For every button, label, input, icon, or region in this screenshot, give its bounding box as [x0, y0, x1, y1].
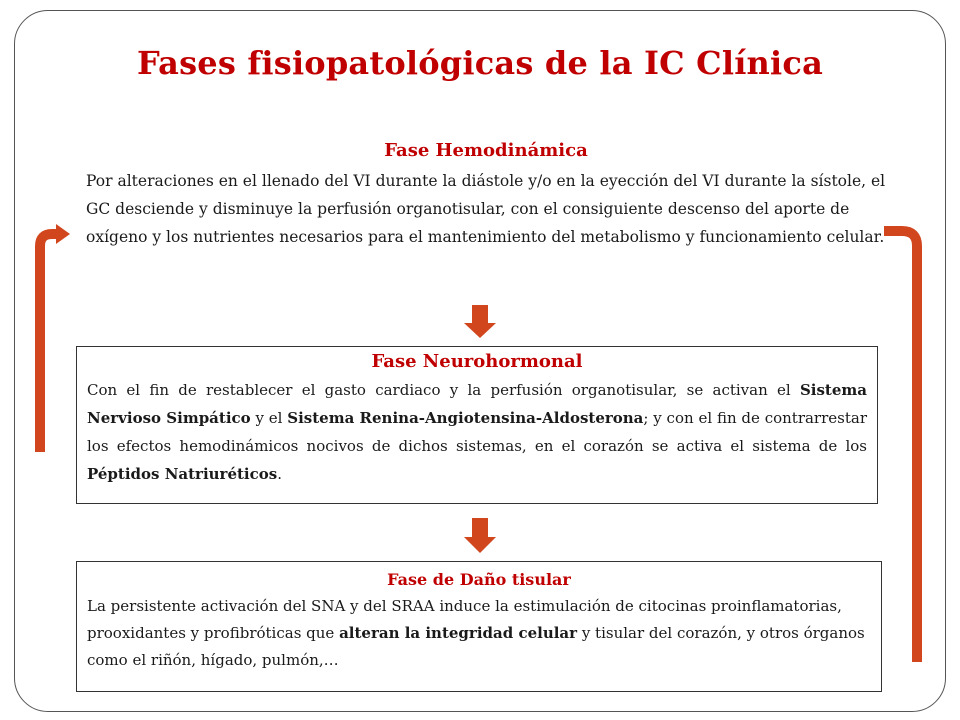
phase-neurohormonal-title: Fase Neurohormonal: [371, 351, 583, 372]
arrow-down-icon: [464, 305, 496, 338]
phase-dano-tisular-title: Fase de Daño tisular: [387, 570, 571, 589]
curved-arrow-up-icon: [884, 231, 917, 662]
arrow-down-icon: [464, 518, 496, 553]
dano-text-1: La persistente activación del SNA y del SRAA induce la estimulación de citocinas proinflamatorias, prooxidantes y profibróticas que: [87, 597, 842, 642]
slide-title: Fases fisiopatológicas de la IC Clínica: [136, 44, 824, 82]
phase-hemodinamica-title: Fase Hemodinámica: [384, 140, 588, 161]
dano-bold-integridad: alteran la integridad celular: [339, 624, 578, 642]
neuro-bold-sraa: Sistema Renina-Angiotensina-Aldosterona: [287, 409, 644, 427]
phase-hemodinamica-text: Por alteraciones en el llenado del VI durante la diástole y/o en la eyección del VI durante la sístole, el GC desciende y disminuye la perfusión organotisular, con el consiguiente descenso del aporte de oxígeno y los nutrientes necesarios para el mantenimiento del metabolismo y funcionamiento celular.: [86, 172, 886, 246]
neuro-text-1: Con el fin de restablecer el gasto cardiaco y la perfusión organotisular, se activan el: [87, 381, 800, 399]
curved-arrow-right-icon: [40, 224, 70, 452]
neuro-bold-peptidos: Péptidos Natriuréticos: [87, 465, 278, 483]
dano-text-2: y tisular del corazón, y otros órganos como el riñón, hígado, pulmón,…: [87, 624, 865, 669]
neuro-bold-sns: Sistema Nervioso Simpático: [87, 381, 867, 427]
neuro-text-3: ; y con el fin de contrarrestar los efectos hemodinámicos nocivos de dichos sistemas, en el corazón se activa el sistema de los: [87, 409, 867, 455]
neuro-text-2: y el: [250, 409, 288, 427]
neuro-text-4: .: [277, 465, 282, 483]
